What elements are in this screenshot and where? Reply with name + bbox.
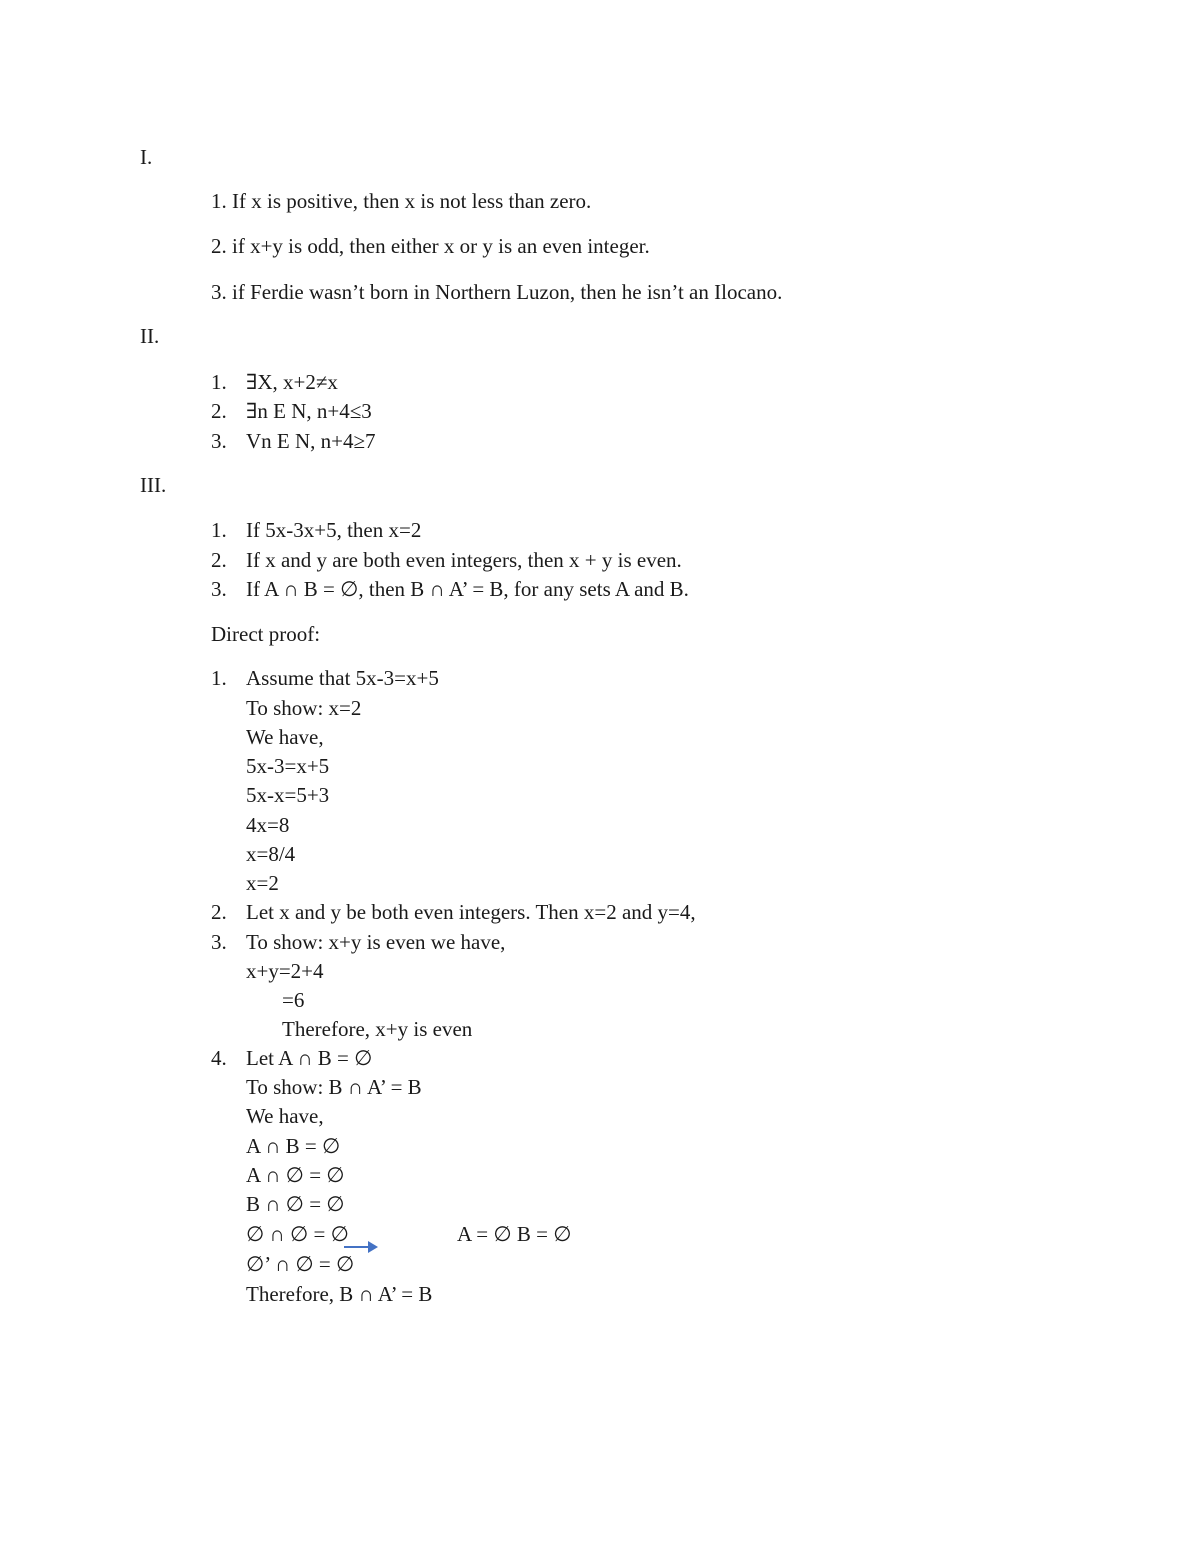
section3-item-2-number: 2. (211, 548, 227, 572)
proof3-line: To show: x+y is even we have, (246, 930, 506, 954)
section2-item-3-number: 3. (211, 429, 227, 453)
proof1-line: x=2 (246, 871, 279, 895)
proof4-line: Therefore, B ∩ A’ = B (246, 1282, 433, 1306)
proof2-line: Let x and y be both even integers. Then x=2 and y=4, (246, 900, 696, 924)
direct-proof-heading: Direct proof: (211, 622, 321, 646)
proof2-number: 2. (211, 900, 227, 924)
proof1-number: 1. (211, 666, 227, 690)
section3-item-3-number: 3. (211, 577, 227, 601)
section2-item-1-number: 1. (211, 370, 227, 394)
section-heading-3: III. (140, 473, 167, 497)
proof3-line: x+y=2+4 (246, 959, 324, 983)
proof4-line: ∅’ ∩ ∅ = ∅ (246, 1252, 355, 1276)
proof4-line: A ∩ ∅ = ∅ (246, 1163, 345, 1187)
proof1-line: We have, (246, 725, 324, 749)
section2-item-2: ∃n E N, n+4≤3 (246, 399, 372, 423)
proof4-line: To show: B ∩ A’ = B (246, 1075, 422, 1099)
section1-item-2: 2. if x+y is odd, then either x or y is an even integer. (211, 234, 650, 258)
section3-item-3: If A ∩ B = ∅, then B ∩ A’ = B, for any sets A and B. (246, 577, 689, 601)
proof1-line: x=8/4 (246, 842, 296, 866)
proof1-line: 5x-x=5+3 (246, 783, 330, 807)
section3-item-2: If x and y are both even integers, then x + y is even. (246, 548, 682, 572)
proof4-line: A ∩ B = ∅ (246, 1134, 341, 1158)
proof1-line: To show: x=2 (246, 696, 362, 720)
section3-item-1-number: 1. (211, 518, 227, 542)
section2-item-2-number: 2. (211, 399, 227, 423)
proof3-indented-line: Therefore, x+y is even (282, 1017, 473, 1041)
proof4-line: ∅ ∩ ∅ = ∅ (246, 1222, 349, 1246)
proof1-line: 5x-3=x+5 (246, 754, 330, 778)
section2-item-3: Vn E N, n+4≥7 (246, 429, 376, 453)
arrow-head (368, 1241, 378, 1253)
section-heading-1: I. (140, 145, 153, 169)
section-heading-2: II. (140, 324, 160, 348)
proof3-indented-line: =6 (282, 988, 305, 1012)
proof4-line: We have, (246, 1104, 324, 1128)
section3-item-1: If 5x-3x+5, then x=2 (246, 518, 422, 542)
proof3-number: 3. (211, 930, 227, 954)
proof1-line: 4x=8 (246, 813, 290, 837)
section1-item-3: 3. if Ferdie wasn’t born in Northern Luzon, then he isn’t an Ilocano. (211, 280, 783, 304)
proof4-line: Let A ∩ B = ∅ (246, 1046, 373, 1070)
proof4-line: B ∩ ∅ = ∅ (246, 1192, 345, 1216)
proof1-line: Assume that 5x-3=x+5 (246, 666, 439, 690)
section1-item-1: 1. If x is positive, then x is not less than zero. (211, 189, 592, 213)
section2-item-1: ∃X, x+2≠x (246, 370, 338, 394)
proof4-side-note: A = ∅ B = ∅ (457, 1222, 572, 1246)
proof4-number: 4. (211, 1046, 227, 1070)
